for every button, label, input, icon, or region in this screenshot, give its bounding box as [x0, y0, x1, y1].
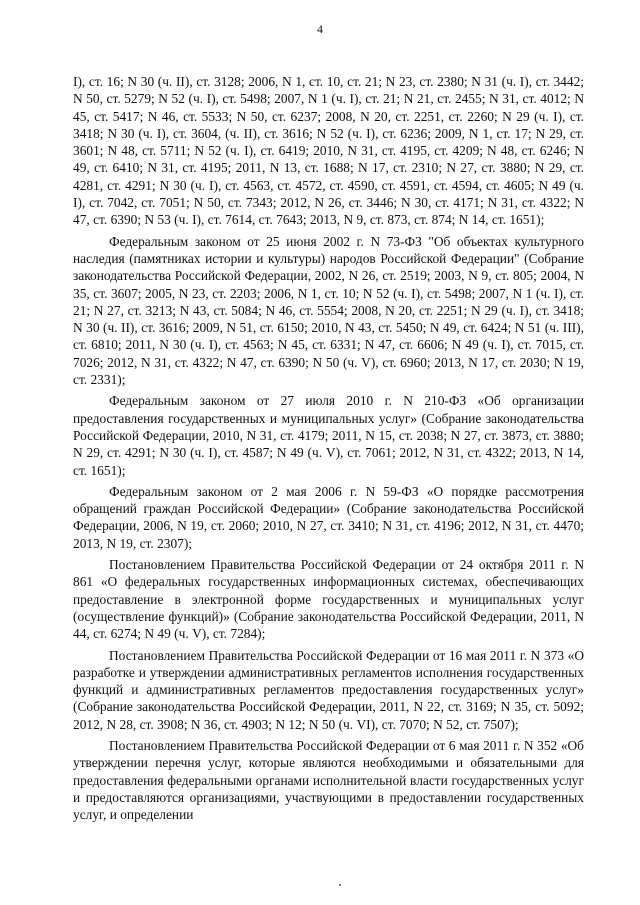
- paragraph-decree-352: Постановлением Правительства Российской Федерации от 6 мая 2011 г. N 352 «Об утверждении перечня услуг, которые являются необходимыми и обязательными для предоставления федеральными органами исполнительной власти государственных услуг и предоставляются организациями, участвующими в предоставлении государственных услуг, и определении: [73, 737, 584, 823]
- paragraph-law-210fz: Федеральным законом от 27 июля 2010 г. N 210-ФЗ «Об организации предоставления государственных и муниципальных услуг» (Собрание законодательства Российской Федерации, 2010, N 31, ст. 4179; 2011, N 15, ст. 2038; N 27, ст. 3873, ст. 3880; N 29, ст. 4291; N 30 (ч. I), ст. 4587; N 49 (ч. V), ст. 7061; 2012, N 31, ст. 4322; 2013, N 14, ст. 1651);: [73, 393, 584, 478]
- scan-artifact-dot: [339, 884, 341, 886]
- paragraph-law-59fz: Федеральным законом от 2 мая 2006 г. N 59-ФЗ «О порядке рассмотрения обращений граждан Российской Федерации» (Собрание законодательства Российской Федерации, 2006, N 19, ст. 2060; 2010, N 27, ст. 3410; N 31, ст. 4196; 2012, N 31, ст. 4470; 2013, N 19, ст. 2307);: [73, 483, 584, 551]
- document-body: [73, 73, 584, 823]
- paragraph-continuation: I), ст. 16; N 30 (ч. II), ст. 3128; 2006, N 1, ст. 10, ст. 21; N 23, ст. 2380; N 31 (ч. I), ст. 3442; N 50, ст. 5279; N 52 (ч. I), ст. 5498; 2007, N 1 (ч. I), ст. 21; N 21, ст. 2455; N 31, ст. 4012; N 45, ст. 5417; N 46, ст. 5533; N 50, ст. 6237; 2008, N 20, ст. 2251, ст. 2260; N 29 (ч. I), ст. 3418; N 30 (ч. I), ст. 3604, (ч. II), ст. 3616; N 52 (ч. I), ст. 6236; 2009, N 1, ст. 17; N 29, ст. 3601; N 48, ст. 5711; N 52 (ч. I), ст. 6419; 2010, N 31, ст. 4195, ст. 4209; N 48, ст. 6246; N 49, ст. 6410; N 31, ст. 4195; 2011, N 13, ст. 1688; N 17, ст. 2310; N 27, ст. 3880; N 29, ст. 4281, ст. 4291; N 30 (ч. I), ст. 4563, ст. 4572, ст. 4590, ст. 4591, ст. 4594, ст. 4605; N 49 (ч. I), ст. 7042, ст. 7051; N 50, ст. 7343; 2012, N 26, ст. 3446; N 30, ст. 4171; N 31, ст. 4322; N 47, ст. 6390; N 53 (ч. I), ст. 7614, ст. 7643; 2013, N 9, ст. 873, ст. 874; N 14, ст. 1651);: [73, 74, 584, 228]
- paragraph-decree-373: Постановлением Правительства Российской Федерации от 16 мая 2011 г. N 373 «О разработке и утверждении административных регламентов исполнения государственных функций и административных регламентов предоставления государственных услуг» (Собрание законодательства Российской Федерации, 2011, N 22, ст. 3169; N 35, ст. 5092; 2012, N 28, ст. 3908; N 36, ст. 4903; N 12; N 50 (ч. VI), ст. 7070; N 52, ст. 7507);: [73, 647, 584, 732]
- paragraph-decree-861: Постановлением Правительства Российской Федерации от 24 октября 2011 г. N 861 «О федеральных государственных информационных системах, обеспечивающих предоставление в электронной форме государственных и муниципальных услуг (осуществление функций)» (Собрание законодательства Российской Федерации, 2011, N 44, ст. 6274; N 49 (ч. V), ст. 7284);: [73, 557, 584, 642]
- page-number: 4: [317, 22, 323, 36]
- paragraph-law-73fz: Федеральным законом от 25 июня 2002 г. N 73-ФЗ "Об объектах культурного наследия (памятниках истории и культуры) народов Российской Федерации" (Собрание законодательства Российской Федерации, 2002, N 26, ст. 2519; 2003, N 9, ст. 805; 2004, N 35, ст. 3607; 2005, N 23, ст. 2203; 2006, N 1, ст. 10; N 52 (ч. I), ст. 5498; 2007, N 1 (ч. I), ст. 21; N 27, ст. 3213; N 43, ст. 5084; N 46, ст. 5554; 2008, N 20, ст. 2251; N 29 (ч. I), ст. 3418; N 30 (ч. II), ст. 3616; 2009, N 51, ст. 6150; 2010, N 43, ст. 5450; N 49, ст. 6424; N 51 (ч. III), ст. 6810; 2011, N 30 (ч. I), ст. 4563; N 45, ст. 6331; N 47, ст. 6606; N 49 (ч. I), ст. 7015, ст. 7026; 2012, N 31, ст. 4322; N 47, ст. 6390; N 50 (ч. V), ст. 6960; 2013, N 17, ст. 2030; N 19, ст. 2331);: [73, 233, 584, 388]
